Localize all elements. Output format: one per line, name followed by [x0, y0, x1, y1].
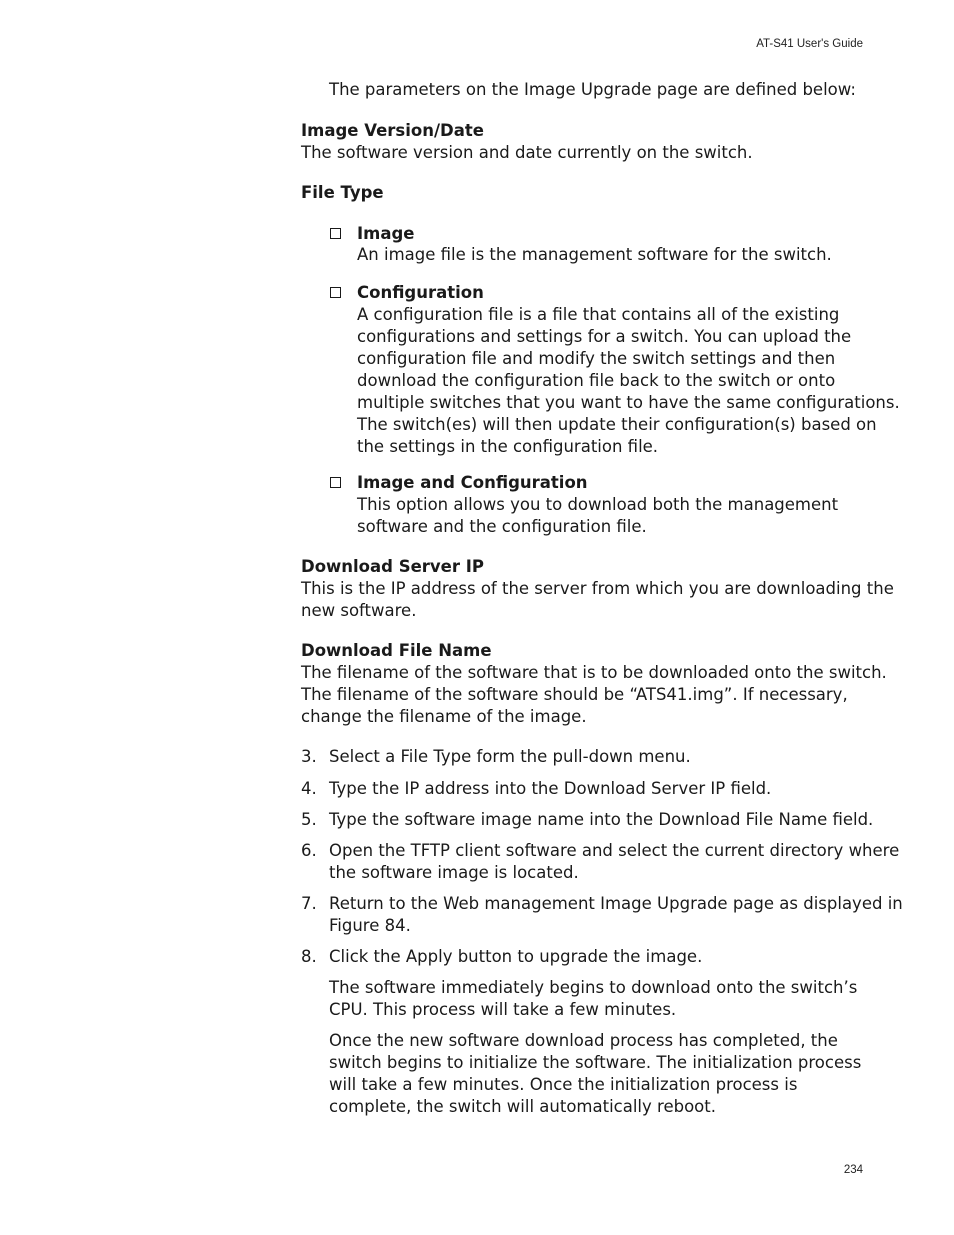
step-note-line: The software immediately begins to download onto the switch’s — [329, 978, 858, 997]
download-file-name-heading: Download File Name — [301, 641, 492, 660]
step-number: 6. — [301, 841, 317, 860]
option-image-line: An image file is the management software for the switch. — [357, 245, 832, 264]
step-number: 8. — [301, 947, 317, 966]
option-image-and-configuration-label: Image and Configuration — [357, 473, 588, 492]
download-server-ip-heading: Download Server IP — [301, 557, 484, 576]
step-text: Open the TFTP client software and select the current directory where — [329, 841, 900, 860]
checkbox-bullet-icon — [330, 228, 341, 239]
image-version-heading: Image Version/Date — [301, 121, 484, 140]
checkbox-bullet-icon — [330, 287, 341, 298]
option-configuration-line: download the configuration file back to the switch or onto — [357, 371, 836, 390]
option-image-and-configuration-line: This option allows you to download both the management — [357, 495, 839, 514]
step-text: Click the Apply button to upgrade the image. — [329, 947, 703, 966]
intro-paragraph: The parameters on the Image Upgrade page are defined below: — [329, 80, 856, 99]
option-configuration-line: configurations and settings for a switch. You can upload the — [357, 327, 852, 346]
download-server-ip-line: new software. — [301, 601, 417, 620]
download-file-name-line: The filename of the software that is to be downloaded onto the switch. — [301, 663, 887, 682]
page-number: 234 — [843, 1164, 863, 1176]
option-image-label: Image — [357, 224, 415, 243]
step-note-line: Once the new software download process has completed, the — [329, 1031, 838, 1050]
download-file-name-line: change the filename of the image. — [301, 707, 587, 726]
download-server-ip-line: This is the IP address of the server from which you are downloading the — [301, 579, 894, 598]
step-note-line: switch begins to initialize the software. The initialization process — [329, 1053, 862, 1072]
option-image-and-configuration-line: software and the configuration file. — [357, 517, 647, 536]
step-number: 7. — [301, 894, 317, 913]
step-text: Type the IP address into the Download Server IP field. — [329, 779, 772, 798]
checkbox-bullet-icon — [330, 477, 341, 488]
file-type-heading: File Type — [301, 183, 384, 202]
step-text: Figure 84. — [329, 916, 411, 935]
step-text: Return to the Web management Image Upgrade page as displayed in — [329, 894, 903, 913]
step-number: 5. — [301, 810, 317, 829]
step-text: the software image is located. — [329, 863, 579, 882]
running-header: AT-S41 User's Guide — [756, 38, 863, 50]
step-note-line: will take a few minutes. Once the initialization process is — [329, 1075, 798, 1094]
option-configuration-line: the settings in the configuration file. — [357, 437, 659, 456]
option-configuration-line: multiple switches that you want to have the same configurations. — [357, 393, 900, 412]
option-configuration-line: A configuration file is a file that contains all of the existing — [357, 305, 840, 324]
step-note-line: complete, the switch will automatically reboot. — [329, 1097, 716, 1116]
step-number: 4. — [301, 779, 317, 798]
option-configuration-label: Configuration — [357, 283, 484, 302]
option-configuration-line: The switch(es) will then update their configuration(s) based on — [357, 415, 877, 434]
step-text: Select a File Type form the pull-down menu. — [329, 747, 691, 766]
step-text: Type the software image name into the Download File Name field. — [329, 810, 874, 829]
download-file-name-line: The filename of the software should be “ATS41.img”. If necessary, — [301, 685, 848, 704]
image-version-description: The software version and date currently on the switch. — [301, 143, 753, 162]
option-configuration-line: configuration file and modify the switch settings and then — [357, 349, 836, 368]
step-number: 3. — [301, 747, 317, 766]
step-note-line: CPU. This process will take a few minutes. — [329, 1000, 677, 1019]
